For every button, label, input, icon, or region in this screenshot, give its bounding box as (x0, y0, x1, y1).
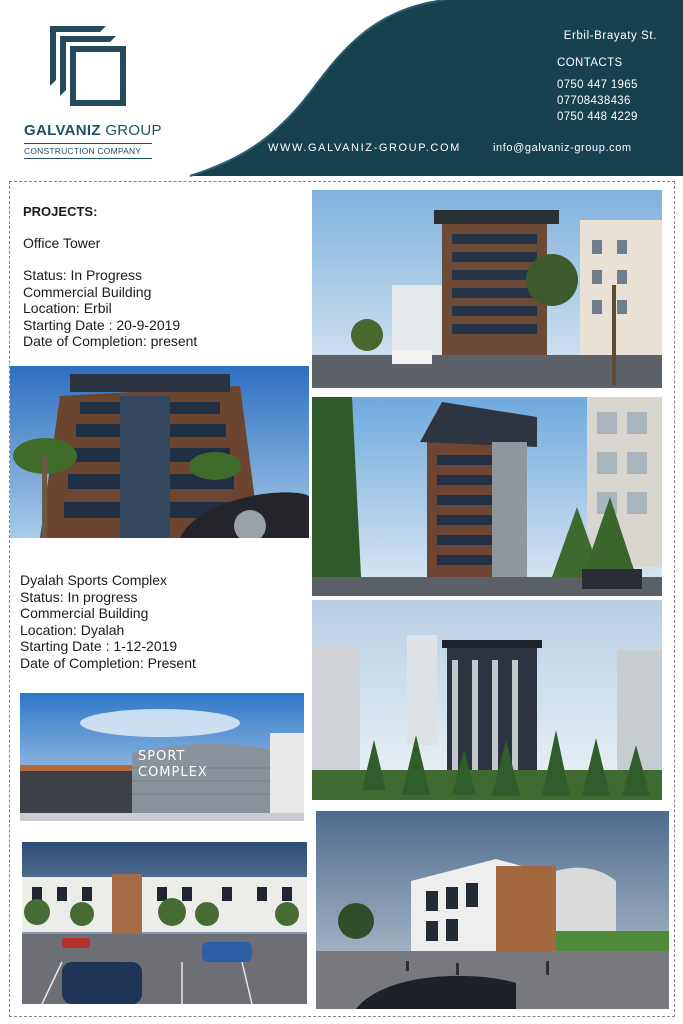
sports-status: Status: In progress (20, 588, 138, 605)
projects-heading: PROJECTS: (23, 204, 98, 219)
office-project-info (23, 204, 197, 350)
office-project-name: Office Tower (23, 234, 101, 251)
sports-start-date: Starting Date : 1-12-2019 (20, 638, 178, 654)
phone-2[interactable]: 07708438436 (557, 95, 631, 107)
website-link[interactable]: WWW.GALVANIZ-GROUP.COM (268, 142, 461, 154)
sports-project-name: Dyalah Sports Complex (20, 572, 168, 588)
brand-name: GALVANIZ GROUP (24, 122, 162, 139)
address: Erbil-Brayaty St. (563, 30, 657, 42)
phone-3[interactable]: 0750 448 4229 (557, 111, 638, 123)
header (0, 0, 683, 178)
sports-completion: Date of Completion: Present (20, 654, 196, 671)
office-tower-day-photo (312, 397, 662, 596)
office-start-date: Starting Date : 20-9-2019 (23, 316, 181, 333)
sports-project-info (20, 572, 196, 671)
office-status: Status: In Progress (23, 267, 143, 283)
office-tower-park-photo (312, 600, 662, 800)
brand-tagline: CONSTRUCTION COMPANY (24, 146, 142, 156)
sports-location: Location: Dyalah (20, 621, 125, 638)
email-link[interactable]: info@galvaniz-group.com (493, 142, 632, 154)
sports-complex-plaza-photo (316, 811, 669, 1009)
sports-type: Commercial Building (20, 605, 149, 621)
sports-complex-front-photo (20, 693, 304, 821)
phone-1[interactable]: 0750 447 1965 (557, 79, 638, 91)
brand-divider-bottom (24, 158, 152, 159)
brand-suffix: GROUP (105, 122, 162, 139)
contacts-title: CONTACTS (557, 57, 623, 69)
office-completion: Date of Completion: present (23, 333, 198, 349)
office-location: Location: Erbil (23, 300, 112, 316)
sports-complex-parking-photo (22, 842, 307, 1004)
sign-line-1: SPORT (138, 749, 186, 764)
sign-line-2: COMPLEX (138, 765, 208, 780)
office-tower-closeup-photo (10, 366, 309, 538)
company-logo-icon (44, 20, 128, 108)
office-tower-street-photo (312, 190, 662, 388)
office-type: Commercial Building (23, 283, 152, 300)
sport-complex-sign (138, 749, 208, 781)
brand-divider (24, 143, 152, 144)
